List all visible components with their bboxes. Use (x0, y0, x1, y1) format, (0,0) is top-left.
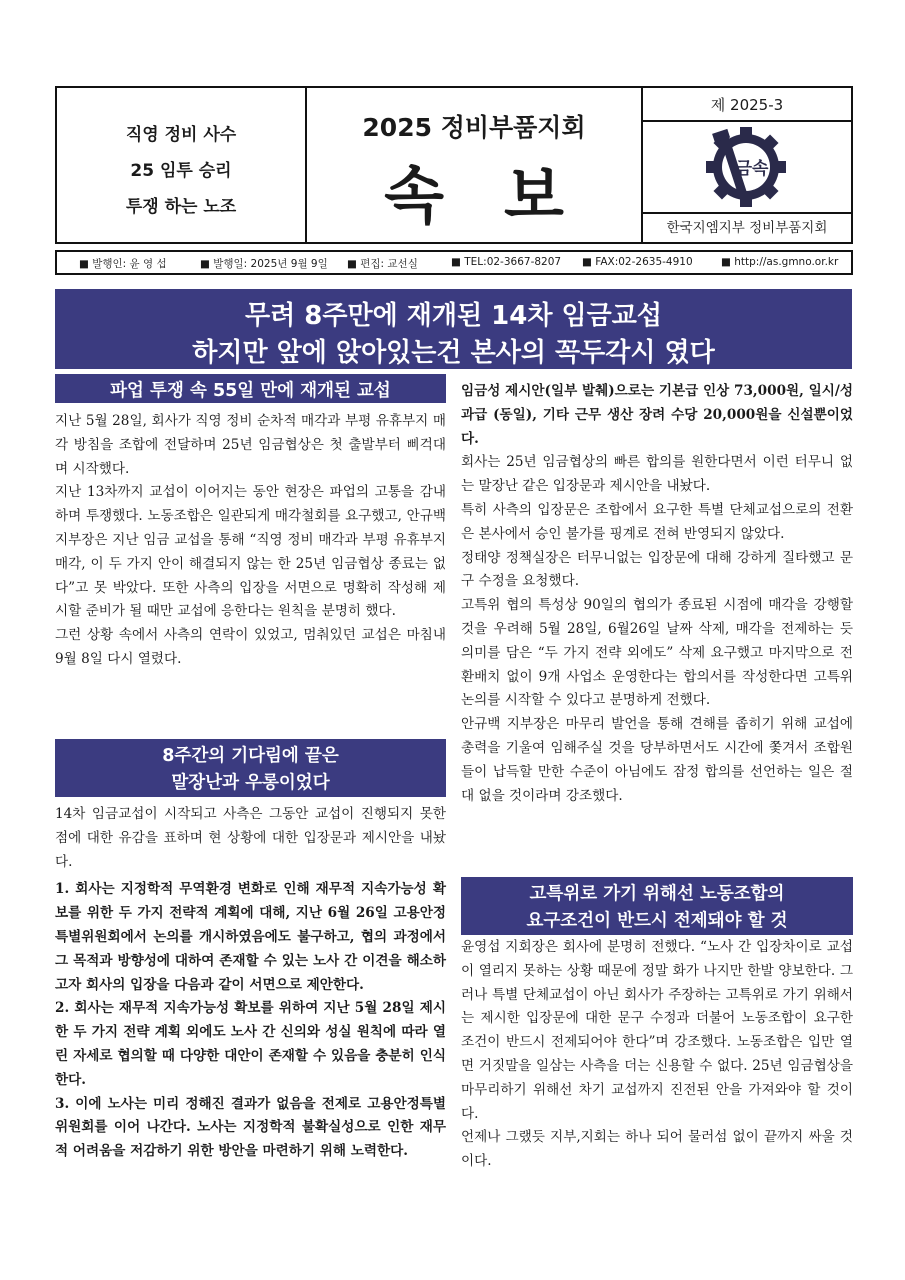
section-title-line: 고특위로 가기 위해선 노동조합의 (529, 884, 785, 904)
newsletter-big-title: 속보 (384, 159, 624, 232)
slogan-box (57, 88, 307, 242)
headline-line: 무려 8주만에 재개된 14차 임금교섭 (245, 301, 662, 331)
logo-text: 금속 (735, 159, 769, 179)
newsletter-title: 2025 정비부품지회 (362, 113, 586, 142)
paragraph: 임금성 제시안(일부 발췌)으로는 기본급 인상 73,000원, 일시/성과급 (동일), 기타 근무 생산 장려 수당 20,000원을 신설뿐이었다. (461, 383, 853, 447)
company-statement-item: 3. 이에 노사는 미리 정해진 결과가 없음을 전제로 고용안정특별위원회를 이어 나간다. 노사는 지정학적 불확실성으로 인한 재무적 어려움을 저감하기 위한 방안을 마련하기 위해 노력한다. (55, 1095, 446, 1160)
main-headline (55, 289, 852, 369)
slogan-line: 25 임투 승리 (130, 161, 232, 181)
article-body (55, 410, 446, 672)
publication-info-bar (55, 250, 853, 275)
fax: ■ FAX:02-2635-4910 (582, 256, 693, 268)
paragraph: 안규백 지부장은 마무리 발언을 통해 견해를 좁히기 위해 교섭에 총력을 기울여 임해주실 것을 당부하면서도 시간에 쫓겨서 조합원들이 납득할 만한 수준이 아님에도 잠정 합의를 선언하는 일은 절대 없을 것이라며 강조했다. (461, 716, 853, 804)
issue-box (643, 88, 851, 242)
paragraph: 지난 13차까지 교섭이 이어지는 동안 현장은 파업의 고통을 감내하며 투쟁했다. 노동조합은 일관되게 매각철회를 요구했고, 안규백 지부장은 지난 임금 교섭을 통해 “직영 정비 매각과 부평 유휴부지 매각, 이 두 가지 안이 해결되지 않는 한 25년 임금협상 종료는 없다”고 못 박았다. 또한 사측의 입장을 서면으로 명확히 작성해 제시할 준비가 될 때만 교섭에 응한다는 원칙을 분명히 했다. (55, 484, 446, 620)
branch-name: 한국지엠지부 정비부품지회 (666, 220, 828, 236)
section-title-line: 요구조건이 반드시 전제돼야 할 것 (526, 911, 788, 931)
paragraph: 언제나 그랬듯 지부,지회는 하나 되어 물러섬 없이 끝까지 싸울 것이다. (461, 1129, 853, 1170)
paragraph: 윤영섭 지회장은 회사에 분명히 전했다. “노사 간 입장차이로 교섭이 열리지 못하는 상황 때문에 정말 화가 나지만 한발 양보한다. 그러나 특별 단체교섭이 아닌 회사가 주장하는 고특위로 가기 위해서는 제시한 입장문에 대한 문구 수정과 더불어 노동조합이 요구한 조건이 반드시 전제되어야 한다”며 강조했다. 노동조합은 입만 열면 거짓말을 일삼는 사측을 더는 신용할 수 없다. 25년 임금협상을 마무리하기 위해선 차기 교섭까지 진전된 안을 가져와야 할 것이다. (461, 939, 853, 1122)
section-title-line: 말장난과 우롱이었다 (171, 773, 330, 793)
article-body (461, 936, 853, 1174)
publisher: ■ 발행인: 윤 영 섭 (79, 258, 167, 270)
title-box (307, 88, 643, 242)
article-body (461, 380, 853, 808)
website-link[interactable]: ■ http://as.gmno.or.kr (721, 256, 839, 268)
slogan-line: 직영 정비 사수 (125, 125, 237, 145)
paragraph: 특히 사측의 입장문은 조합에서 요구한 특별 단체교섭으로의 전환은 본사에서 승인 불가를 핑계로 전혀 반영되지 않았다. (461, 501, 853, 542)
paragraph: 회사는 25년 임금협상의 빠른 합의를 원한다면서 이런 터무니 없는 말장난 같은 입장문과 제시안을 내놨다. (461, 454, 853, 495)
section-heading (55, 374, 446, 403)
editor: ■ 편집: 교선실 (347, 258, 418, 270)
section-heading (55, 739, 446, 797)
section-title: 파업 투쟁 속 55일 만에 재개된 교섭 (110, 381, 391, 401)
slogan-line: 투쟁 하는 노조 (125, 197, 237, 217)
section-heading (461, 877, 853, 935)
section-title-line: 8주간의 기다림에 끝은 (162, 746, 339, 766)
telephone: ■ TEL:02-3667-8207 (451, 256, 562, 268)
masthead (55, 86, 853, 244)
article-body (55, 803, 446, 1164)
union-logo-icon (643, 122, 849, 212)
publish-date: ■ 발행일: 2025년 9월 9일 (200, 258, 328, 270)
paragraph: 고특위 협의 특성상 90일의 협의가 종료된 시점에 매각을 강행할 것을 우려해 5월 28일, 6월26일 날짜 삭제, 매각을 전제하는 듯 의미를 담은 “두 가지 전략 외에도” 삭제 요구했고 마지막으로 전환배치 없이 9개 사업소 운영한다는 합의서를 작성한다면 고특위 논의를 시작할 수 있다고 분명하게 전했다. (461, 597, 853, 709)
headline-line: 하지만 앞에 앉아있는건 본사의 꼭두각시 였다 (192, 338, 715, 368)
company-statement-item: 1. 회사는 지정학적 무역환경 변화로 인해 재무적 지속가능성 확보를 위한 두 가지 전략적 계획에 대해, 지난 6월 26일 고용안정특별위원회에서 논의를 개시하였음에도 불구하고, 협의 과정에서 그 목적과 방향성에 대하여 존재할 수 있는 노사 간 이견을 해소하고자 회사의 입장을 다음과 같이 서면으로 제안한다. (55, 881, 446, 993)
union-logo (643, 122, 851, 214)
paragraph: 지난 5월 28일, 회사가 직영 정비 순차적 매각과 부평 유휴부지 매각 방침을 조합에 전달하며 25년 임금협상은 첫 출발부터 삐걱대며 시작했다. (55, 413, 446, 477)
issue-number: 제 2025-3 (643, 88, 851, 122)
paragraph: 그런 상황 속에서 사측의 연락이 있었고, 멈춰있던 교섭은 마침내 9월 8일 다시 열렸다. (55, 627, 446, 667)
paragraph: 14차 임금교섭이 시작되고 사측은 그동안 교섭이 진행되지 못한 점에 대한 유감을 표하며 현 상황에 대한 입장문과 제시안을 내놨다. (55, 806, 446, 870)
company-statement-item: 2. 회사는 재무적 지속가능성 확보를 위하여 지난 5월 28일 제시한 두 가지 전략 계획 외에도 노사 간 신의와 성실 원칙에 따라 열린 자세로 협의할 때 다양한 대안이 존재할 수 있음을 충분히 인식한다. (55, 1000, 446, 1088)
paragraph: 정태양 정책실장은 터무니없는 입장문에 대해 강하게 질타했고 문구 수정을 요청했다. (461, 549, 853, 590)
